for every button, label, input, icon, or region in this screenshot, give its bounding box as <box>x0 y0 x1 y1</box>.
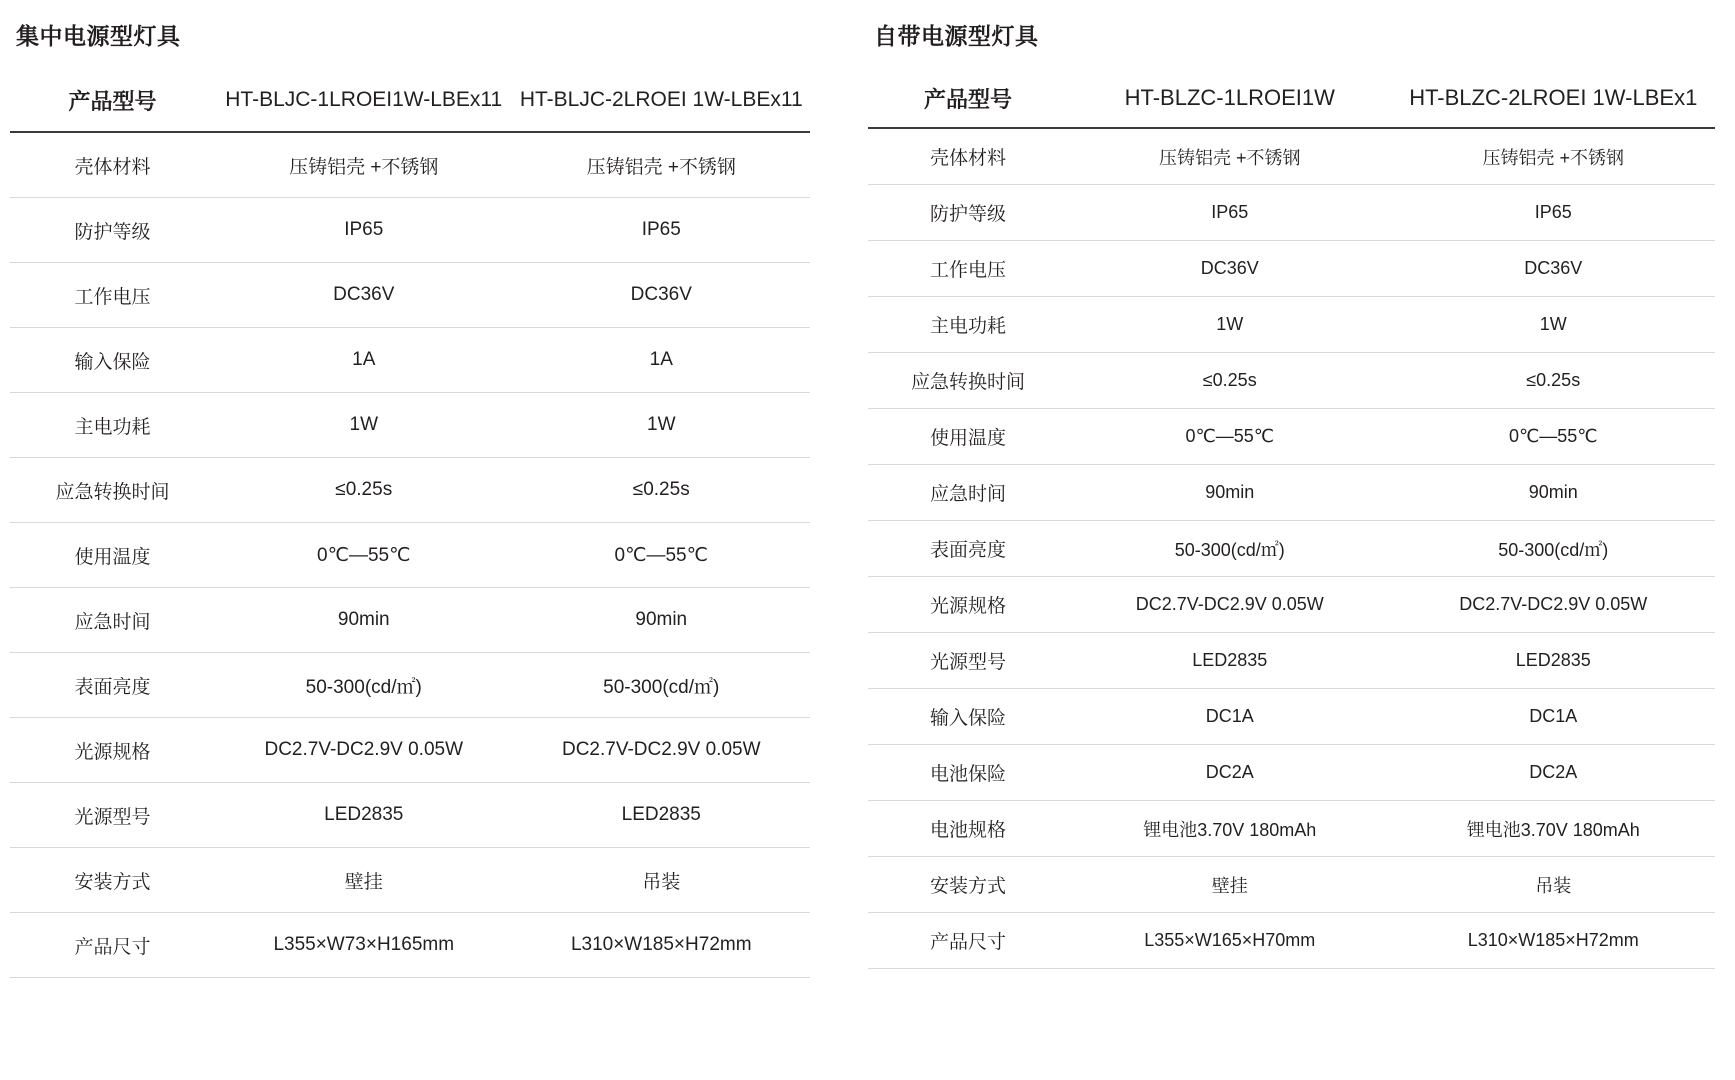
row-label: 工作电压 <box>868 241 1068 297</box>
self-contained-power-panel <box>850 18 1735 1080</box>
row-value-2: IP65 <box>1392 185 1716 241</box>
row-value-2: 90min <box>513 588 811 653</box>
row-value-1: 0℃—55℃ <box>215 523 513 588</box>
row-value-1: 50-300(cd/㎡) <box>215 653 513 718</box>
row-value-1: DC36V <box>215 263 513 328</box>
row-value-1: 1W <box>1068 297 1392 353</box>
row-value-1: IP65 <box>215 198 513 263</box>
table-row <box>10 458 810 523</box>
row-label: 光源型号 <box>868 633 1068 689</box>
row-label: 产品尺寸 <box>868 913 1068 969</box>
row-value-2: 50-300(cd/㎡) <box>513 653 811 718</box>
row-label: 主电功耗 <box>10 393 215 458</box>
row-value-1: LED2835 <box>215 783 513 848</box>
row-value-2: ≤0.25s <box>513 458 811 523</box>
header-model-2: HT-BLZC-2LROEI 1W-LBEx1 <box>1392 69 1716 128</box>
row-value-1: DC36V <box>1068 241 1392 297</box>
row-value-2: L310×W185×H72mm <box>1392 913 1716 969</box>
table-row <box>868 857 1715 913</box>
row-value-1: 90min <box>1068 465 1392 521</box>
row-label: 产品尺寸 <box>10 913 215 978</box>
table-row <box>10 523 810 588</box>
row-label: 工作电压 <box>10 263 215 328</box>
table-header-row <box>868 69 1715 128</box>
row-label: 电池规格 <box>868 801 1068 857</box>
row-value-2: 0℃—55℃ <box>513 523 811 588</box>
table-row <box>10 718 810 783</box>
row-value-2: DC2.7V-DC2.9V 0.05W <box>1392 577 1716 633</box>
centralized-power-panel <box>0 18 850 1080</box>
row-value-2: DC2A <box>1392 745 1716 801</box>
row-value-1: DC2.7V-DC2.9V 0.05W <box>215 718 513 783</box>
row-label: 表面亮度 <box>868 521 1068 577</box>
row-label: 防护等级 <box>10 198 215 263</box>
row-label: 电池保险 <box>868 745 1068 801</box>
header-model-1: HT-BLJC-1LROEI1W-LBEx11 <box>215 69 513 132</box>
table-row <box>10 848 810 913</box>
row-value-1: ≤0.25s <box>215 458 513 523</box>
spec-table-body-centralized <box>10 132 810 978</box>
table-row <box>868 521 1715 577</box>
table-row <box>10 653 810 718</box>
row-value-2: 锂电池3.70V 180mAh <box>1392 801 1716 857</box>
row-value-1: 壁挂 <box>215 848 513 913</box>
row-value-1: IP65 <box>1068 185 1392 241</box>
row-value-2: 吊装 <box>513 848 811 913</box>
row-value-1: 1A <box>215 328 513 393</box>
header-product-model: 产品型号 <box>10 69 215 132</box>
header-model-1: HT-BLZC-1LROEI1W <box>1068 69 1392 128</box>
table-row <box>10 263 810 328</box>
row-label: 表面亮度 <box>10 653 215 718</box>
row-label: 应急转换时间 <box>10 458 215 523</box>
row-value-2: DC36V <box>513 263 811 328</box>
row-value-2: 压铸铝壳 +不锈钢 <box>513 132 811 198</box>
row-label: 光源规格 <box>10 718 215 783</box>
row-value-1: L355×W73×H165mm <box>215 913 513 978</box>
table-row <box>868 689 1715 745</box>
table-row <box>868 465 1715 521</box>
row-value-1: 压铸铝壳 +不锈钢 <box>215 132 513 198</box>
table-row <box>10 132 810 198</box>
spec-table-self-contained <box>868 69 1715 969</box>
row-value-2: 90min <box>1392 465 1716 521</box>
panel-title-self-contained: 自带电源型灯具 <box>874 23 1039 49</box>
row-value-2: 50-300(cd/㎡) <box>1392 521 1716 577</box>
row-value-1: LED2835 <box>1068 633 1392 689</box>
spec-table-body-self-contained <box>868 128 1715 969</box>
row-label: 安装方式 <box>10 848 215 913</box>
row-value-1: 1W <box>215 393 513 458</box>
row-label: 应急时间 <box>868 465 1068 521</box>
table-row <box>868 633 1715 689</box>
table-row <box>868 913 1715 969</box>
row-value-2: DC1A <box>1392 689 1716 745</box>
table-row <box>868 297 1715 353</box>
row-label: 壳体材料 <box>10 132 215 198</box>
table-row <box>868 128 1715 185</box>
row-value-2: LED2835 <box>513 783 811 848</box>
panel-title-centralized: 集中电源型灯具 <box>16 23 181 49</box>
table-row <box>10 783 810 848</box>
row-label: 主电功耗 <box>868 297 1068 353</box>
row-value-2: IP65 <box>513 198 811 263</box>
row-label: 防护等级 <box>868 185 1068 241</box>
row-label: 光源型号 <box>10 783 215 848</box>
row-label: 输入保险 <box>868 689 1068 745</box>
table-row <box>10 588 810 653</box>
row-value-2: 吊装 <box>1392 857 1716 913</box>
table-row <box>868 745 1715 801</box>
row-value-2: 1A <box>513 328 811 393</box>
row-value-1: DC2.7V-DC2.9V 0.05W <box>1068 577 1392 633</box>
table-row <box>10 198 810 263</box>
row-value-1: 0℃—55℃ <box>1068 409 1392 465</box>
row-label: 使用温度 <box>10 523 215 588</box>
row-label: 光源规格 <box>868 577 1068 633</box>
row-label: 安装方式 <box>868 857 1068 913</box>
row-value-1: ≤0.25s <box>1068 353 1392 409</box>
table-row <box>868 409 1715 465</box>
row-label: 输入保险 <box>10 328 215 393</box>
row-label: 应急时间 <box>10 588 215 653</box>
row-value-1: 50-300(cd/㎡) <box>1068 521 1392 577</box>
table-row <box>868 241 1715 297</box>
table-row <box>10 328 810 393</box>
table-header-row <box>10 69 810 132</box>
row-value-1: 壁挂 <box>1068 857 1392 913</box>
row-value-2: DC2.7V-DC2.9V 0.05W <box>513 718 811 783</box>
header-model-2: HT-BLJC-2LROEI 1W-LBEx11 <box>513 69 811 132</box>
row-value-1: L355×W165×H70mm <box>1068 913 1392 969</box>
table-row <box>868 353 1715 409</box>
row-value-1: DC1A <box>1068 689 1392 745</box>
row-value-2: 1W <box>1392 297 1716 353</box>
table-row <box>10 913 810 978</box>
table-row <box>868 185 1715 241</box>
row-value-2: LED2835 <box>1392 633 1716 689</box>
row-label: 使用温度 <box>868 409 1068 465</box>
row-value-2: 1W <box>513 393 811 458</box>
row-value-2: DC36V <box>1392 241 1716 297</box>
table-row <box>868 801 1715 857</box>
row-value-2: 0℃—55℃ <box>1392 409 1716 465</box>
table-row <box>868 577 1715 633</box>
header-product-model: 产品型号 <box>868 69 1068 128</box>
row-label: 应急转换时间 <box>868 353 1068 409</box>
spec-table-centralized <box>10 69 810 978</box>
row-value-2: ≤0.25s <box>1392 353 1716 409</box>
row-value-1: DC2A <box>1068 745 1392 801</box>
row-value-2: L310×W185×H72mm <box>513 913 811 978</box>
row-value-1: 压铸铝壳 +不锈钢 <box>1068 128 1392 185</box>
table-row <box>10 393 810 458</box>
row-value-1: 锂电池3.70V 180mAh <box>1068 801 1392 857</box>
row-value-2: 压铸铝壳 +不锈钢 <box>1392 128 1716 185</box>
row-value-1: 90min <box>215 588 513 653</box>
row-label: 壳体材料 <box>868 128 1068 185</box>
